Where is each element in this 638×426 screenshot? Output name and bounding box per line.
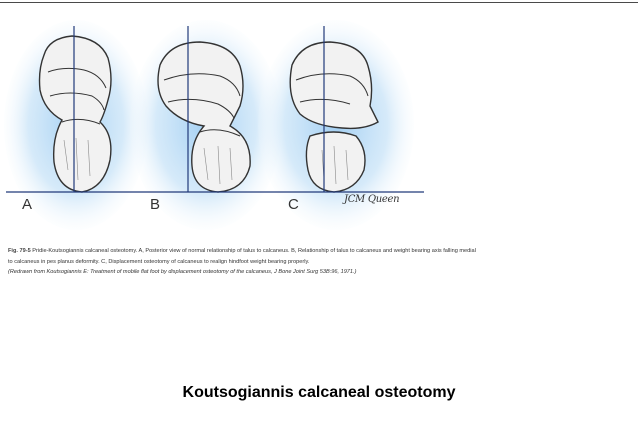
caption-fig-number: Fig. 79-5 (8, 248, 31, 254)
artist-signature: JCM Queen (344, 194, 400, 205)
top-divider-line (0, 2, 638, 3)
caption-line-3: (Redrawn from Koutsogiannis E: Treatment of mobile flat foot by displacement osteotomy of the calcaneus, J Bone Joint Surg 53B:96, 1971.) (8, 269, 357, 275)
figure-caption (8, 246, 638, 278)
bone-drawings (4, 10, 636, 240)
slide-title: Koutsogiannis calcaneal osteotomy (182, 384, 456, 401)
panel-label-b: B (150, 196, 161, 213)
panel-label-c: C (288, 196, 299, 213)
caption-line-1-text: Pridie-Koutsogiannis calcaneal osteotomy. A, Posterior view of normal relationship of talus to calcaneus. B, Relationship of talus to calcaneus and weight bearing axis falling medial (32, 248, 476, 254)
panel-label-a: A (22, 196, 33, 213)
caption-line-1 (8, 246, 638, 257)
caption-line-2: to calcaneus in pes planus deformity. C, Displacement osteotomy of calcaneus to realign hindfoot weight bearing properly. (8, 258, 310, 265)
figure-illustration (4, 10, 636, 290)
